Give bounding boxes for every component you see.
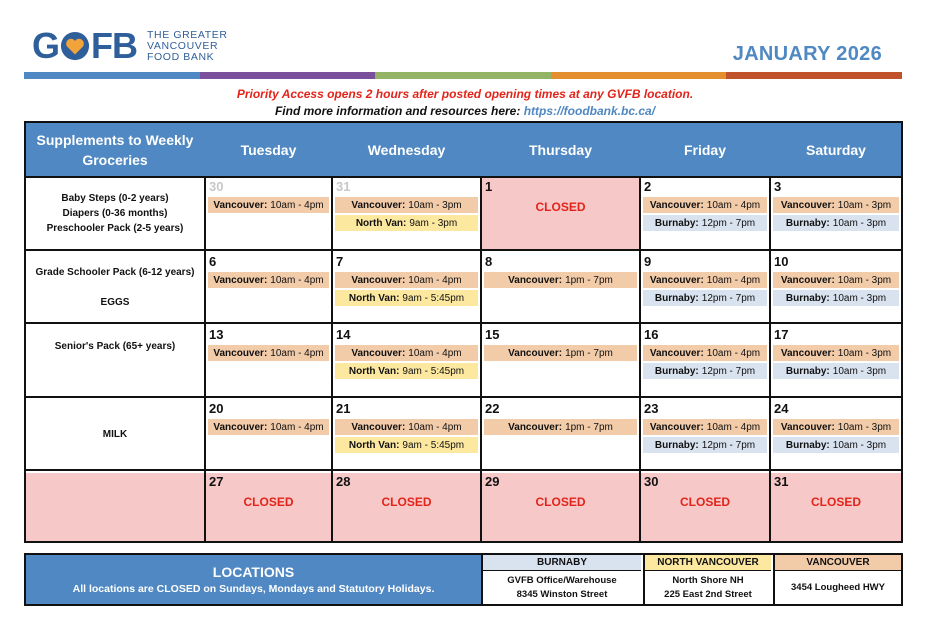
address-line: 225 East 2nd Street: [664, 588, 752, 600]
location-label: Vancouver:: [508, 347, 563, 359]
hours-slot: [773, 290, 899, 306]
hours-time: 12pm - 7pm: [701, 292, 756, 304]
supplements-cell: [26, 178, 204, 249]
location-label: North Van:: [348, 292, 400, 304]
location-label: Vancouver:: [213, 274, 268, 286]
logo-wordmark: [147, 30, 228, 63]
location-address: [645, 571, 771, 604]
location-label: Burnaby:: [654, 217, 699, 229]
hours-slot: [643, 215, 767, 231]
closed-label: CLOSED: [381, 495, 432, 509]
supplements-cell: [26, 400, 204, 469]
hours-time: 10am - 4pm: [706, 274, 761, 286]
rainbow-segment: [726, 72, 902, 79]
header-saturday: Saturday: [806, 141, 866, 158]
hours-slot: [773, 437, 899, 453]
column-divider: [331, 178, 333, 541]
priority-notice: Priority Access opens 2 hours after posted opening times at any GVFB location.: [236, 87, 694, 101]
calendar-grid: [24, 121, 903, 543]
location-label: Vancouver:: [213, 199, 268, 211]
address-line: GVFB Office/Warehouse: [507, 574, 617, 586]
supplement-item: EGGS: [100, 297, 130, 308]
hours-time: 9am - 5:45pm: [402, 439, 465, 451]
hours-time: 10am - 3pm: [837, 274, 892, 286]
day-number: 31: [774, 474, 789, 489]
closed-label: CLOSED: [535, 200, 586, 214]
day-cell: [482, 178, 639, 249]
location-label: Vancouver:: [351, 199, 406, 211]
hours-time: 10am - 4pm: [408, 274, 462, 286]
location-label: Vancouver:: [351, 347, 406, 359]
supplement-item: Baby Steps (0-2 years): [61, 193, 169, 204]
supplements-cell: [26, 253, 204, 322]
resources-link[interactable]: https://foodbank.bc.ca/: [523, 104, 656, 118]
rainbow-segment: [200, 72, 376, 79]
day-number: 7: [336, 254, 344, 269]
hours-time: 10am - 4pm: [706, 347, 761, 359]
hours-slot: [643, 272, 767, 288]
heart-icon: [60, 31, 90, 61]
rainbow-divider: [24, 72, 902, 79]
hours-slot: [208, 272, 329, 288]
day-cell: [206, 253, 331, 322]
supplement-item: MILK: [102, 429, 128, 440]
hours-slot: [208, 345, 329, 361]
location-name: NORTH VANCOUVER: [645, 555, 771, 571]
rainbow-segment: [24, 72, 200, 79]
hours-slot: [773, 272, 899, 288]
hours-slot: [484, 345, 637, 361]
day-cell: [641, 253, 769, 322]
header-friday: Friday: [683, 141, 726, 158]
location-address: [775, 571, 901, 604]
hours-time: 1pm - 7pm: [565, 274, 613, 286]
hours-slot: [643, 363, 767, 379]
day-cell: [641, 473, 769, 541]
hours-slot: [773, 345, 899, 361]
location-label: Burnaby:: [785, 439, 830, 451]
day-cell: [206, 473, 331, 541]
hours-slot: [335, 290, 478, 306]
hours-time: 10am - 3pm: [837, 199, 892, 211]
logo-mark-g: G: [32, 25, 60, 66]
logo-mark: [32, 25, 138, 66]
location-label: Vancouver:: [780, 421, 835, 433]
hours-slot: [643, 437, 767, 453]
closed-label: CLOSED: [243, 495, 294, 509]
location-label: Vancouver:: [351, 274, 406, 286]
day-number: 16: [644, 327, 659, 342]
hours-time: 10am - 3pm: [832, 439, 887, 451]
hours-time: 10am - 4pm: [270, 421, 324, 433]
location-label: Vancouver:: [780, 274, 835, 286]
day-number: 31: [336, 179, 351, 194]
address-line: 8345 Winston Street: [516, 588, 608, 600]
column-divider: [204, 178, 206, 541]
hours-slot: [643, 197, 767, 213]
hours-slot: [484, 419, 637, 435]
hours-slot: [484, 272, 637, 288]
closed-label: CLOSED: [679, 495, 730, 509]
hours-slot: [773, 197, 899, 213]
hours-slot: [643, 290, 767, 306]
day-cell: [482, 473, 639, 541]
hours-time: 10am - 4pm: [270, 347, 324, 359]
location-label: North Van:: [355, 217, 407, 229]
day-number: 6: [209, 254, 217, 269]
location-label: Vancouver:: [351, 421, 406, 433]
location-label: Vancouver:: [213, 421, 268, 433]
address-line: North Shore NH: [672, 574, 744, 586]
location-label: Vancouver:: [649, 347, 704, 359]
column-divider: [639, 178, 641, 541]
hours-time: 10am - 4pm: [270, 199, 324, 211]
resources-label: Find more information and resources here:: [274, 104, 521, 118]
logo-line-2: VANCOUVER: [147, 39, 219, 52]
location-name: BURNABY: [483, 555, 641, 571]
hours-time: 9am - 5:45pm: [402, 292, 465, 304]
day-cell: [333, 326, 480, 396]
day-number: 17: [774, 327, 789, 342]
day-cell: [641, 178, 769, 249]
supplement-item: [114, 280, 117, 295]
hours-time: 12pm - 7pm: [701, 439, 756, 451]
hours-time: 10am - 4pm: [408, 347, 462, 359]
day-number: 21: [336, 401, 351, 416]
location-label: Vancouver:: [649, 421, 704, 433]
location-column: [643, 555, 771, 604]
day-cell: [641, 326, 769, 396]
supplements-cell: [26, 326, 204, 396]
hours-slot: [335, 419, 478, 435]
supplement-item: Preschooler Pack (2-5 years): [46, 223, 184, 234]
supplement-item: [114, 354, 117, 369]
locations-panel: [24, 553, 903, 606]
hours-time: 10am - 3pm: [832, 365, 887, 377]
column-divider: [769, 178, 771, 541]
hours-slot: [773, 215, 899, 231]
location-name: VANCOUVER: [775, 555, 901, 571]
location-label: Vancouver:: [508, 421, 563, 433]
day-cell: [333, 400, 480, 469]
day-number: 9: [644, 254, 652, 269]
location-label: Burnaby:: [785, 217, 830, 229]
locations-closed-note: All locations are CLOSED on Sundays, Mondays and Statutory Holidays.: [72, 583, 435, 595]
location-label: Vancouver:: [649, 274, 704, 286]
day-number: 30: [644, 474, 659, 489]
hours-slot: [335, 197, 478, 213]
hours-slot: [335, 437, 478, 453]
hours-time: 10am - 4pm: [270, 274, 324, 286]
location-label: Burnaby:: [654, 292, 699, 304]
hours-slot: [773, 419, 899, 435]
hours-time: 12pm - 7pm: [701, 217, 756, 229]
hours-slot: [208, 419, 329, 435]
closed-label: CLOSED: [535, 495, 586, 509]
rainbow-segment: [551, 72, 727, 79]
day-number: 28: [336, 474, 351, 489]
hours-time: 10am - 4pm: [706, 421, 761, 433]
column-divider: [480, 178, 482, 541]
day-cell: [771, 253, 901, 322]
location-label: Burnaby:: [785, 365, 830, 377]
supplement-item: Senior's Pack (65+ years): [54, 340, 176, 352]
day-number: 30: [209, 179, 224, 194]
day-cell: [206, 178, 331, 249]
day-number: 1: [485, 179, 493, 194]
address-line: 3454 Lougheed HWY: [791, 581, 885, 593]
locations-title: LOCATIONS: [212, 564, 295, 580]
day-number: 14: [336, 327, 351, 342]
calendar-header: [26, 123, 901, 178]
location-label: North Van:: [348, 365, 400, 377]
day-number: 8: [485, 254, 493, 269]
day-number: 15: [485, 327, 500, 342]
hours-slot: [773, 363, 899, 379]
location-label: Vancouver:: [213, 347, 268, 359]
hours-time: 10am - 3pm: [408, 199, 462, 211]
locations-summary: [26, 555, 481, 604]
day-cell: [641, 400, 769, 469]
header-tuesday: Tuesday: [240, 141, 297, 158]
day-number: 23: [644, 401, 659, 416]
day-cell: [482, 400, 639, 469]
day-number: 10: [774, 254, 789, 269]
hours-slot: [643, 345, 767, 361]
day-number: 20: [209, 401, 224, 416]
resources-line: [0, 104, 930, 118]
hours-time: 10am - 3pm: [832, 217, 887, 229]
header-thursday: Thursday: [528, 141, 592, 158]
hours-slot: [335, 215, 478, 231]
hours-time: 10am - 4pm: [408, 421, 462, 433]
hours-slot: [208, 197, 329, 213]
header-wednesday: Wednesday: [367, 141, 446, 158]
day-cell: [771, 178, 901, 249]
rainbow-segment: [375, 72, 551, 79]
hours-time: 10am - 3pm: [837, 421, 892, 433]
hours-time: 12pm - 7pm: [701, 365, 756, 377]
day-cell: [482, 326, 639, 396]
day-number: 29: [485, 474, 500, 489]
location-label: Burnaby:: [785, 292, 830, 304]
day-cell: [771, 326, 901, 396]
hours-time: 1pm - 7pm: [565, 421, 613, 433]
location-label: Burnaby:: [654, 439, 699, 451]
logo-line-3: FOOD BANK: [147, 50, 215, 63]
hours-slot: [643, 419, 767, 435]
hours-time: 10am - 4pm: [706, 199, 761, 211]
location-label: Vancouver:: [508, 274, 563, 286]
location-column: [773, 555, 901, 604]
hours-slot: [335, 345, 478, 361]
supplements-cell: [26, 473, 204, 541]
day-number: 2: [644, 179, 652, 194]
day-number: 24: [774, 401, 789, 416]
day-cell: [206, 326, 331, 396]
hours-slot: [335, 363, 478, 379]
hours-time: 9am - 3pm: [409, 217, 458, 229]
supplement-item: [114, 369, 117, 384]
hours-time: 1pm - 7pm: [565, 347, 613, 359]
day-cell: [333, 473, 480, 541]
location-address: [483, 571, 641, 604]
hours-time: 10am - 3pm: [837, 347, 892, 359]
location-label: Vancouver:: [780, 199, 835, 211]
location-label: Vancouver:: [649, 199, 704, 211]
closed-label: CLOSED: [810, 495, 861, 509]
day-cell: [482, 253, 639, 322]
hours-slot: [335, 272, 478, 288]
header-supplements: Supplements to Weekly Groceries: [36, 131, 194, 168]
hours-time: 10am - 3pm: [832, 292, 887, 304]
logo-line-1: THE GREATER: [147, 28, 228, 41]
location-label: North Van:: [348, 439, 400, 451]
day-number: 13: [209, 327, 224, 342]
day-number: 27: [209, 474, 224, 489]
location-label: Vancouver:: [780, 347, 835, 359]
day-cell: [206, 400, 331, 469]
gvfb-logo: [32, 26, 228, 66]
month-title: JANUARY 2026: [732, 43, 882, 65]
day-cell: [771, 473, 901, 541]
hours-time: 9am - 5:45pm: [402, 365, 465, 377]
day-cell: [333, 253, 480, 322]
day-cell: [771, 400, 901, 469]
logo-mark-fb: FB: [91, 25, 138, 66]
location-label: Burnaby:: [654, 365, 699, 377]
day-cell: [333, 178, 480, 249]
supplement-item: Grade Schooler Pack (6-12 years): [35, 267, 195, 278]
location-column: [483, 555, 641, 604]
day-number: 22: [485, 401, 500, 416]
day-number: 3: [774, 179, 782, 194]
supplement-item: Diapers (0-36 months): [62, 208, 168, 219]
